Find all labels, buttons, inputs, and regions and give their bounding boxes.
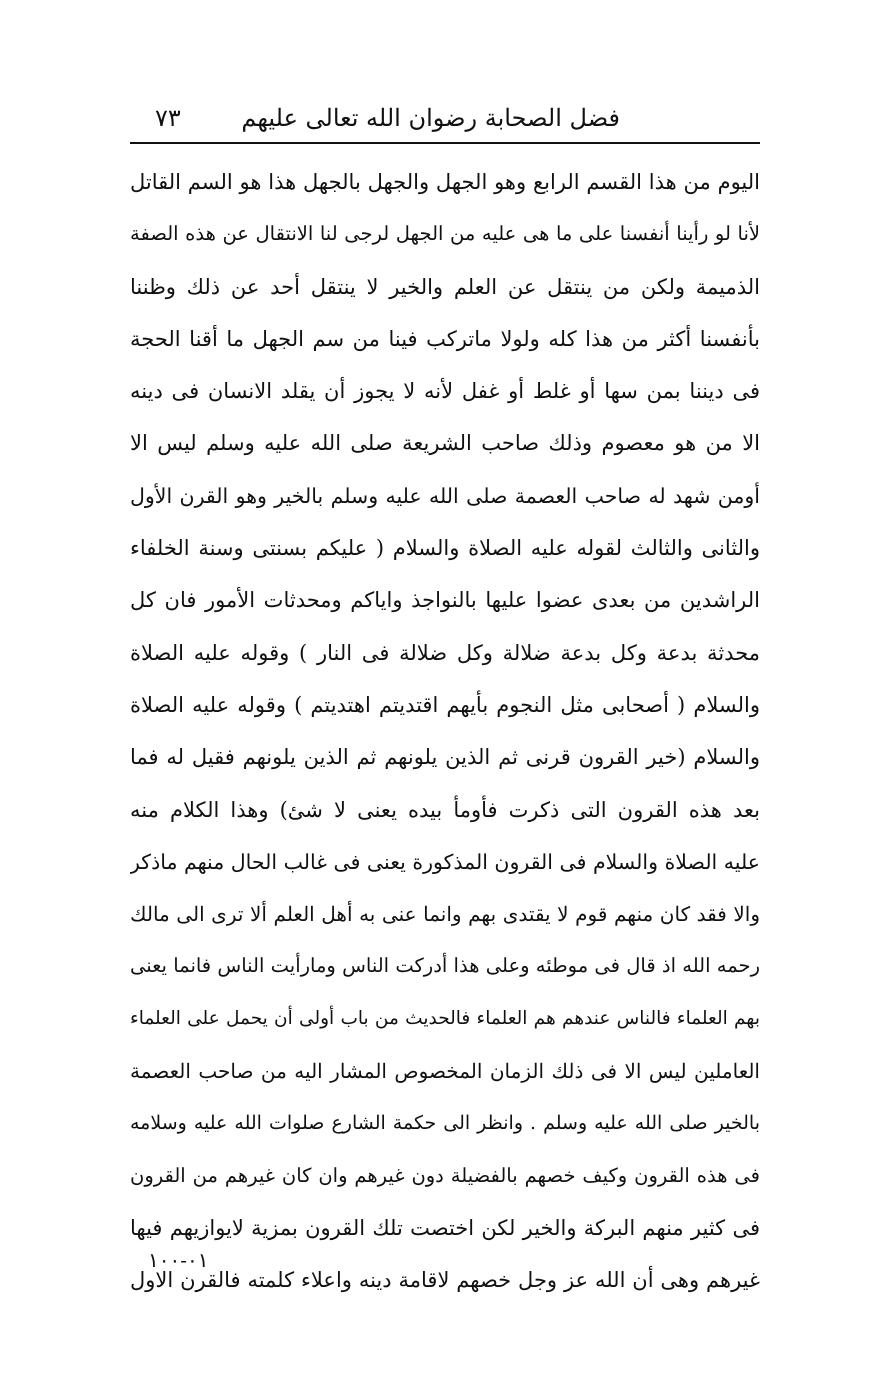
text-line: عليه الصلاة والسلام فى القرون المذكورة يعنى فى غالب الحال منهم ماذكر [130, 849, 760, 874]
text-line: رحمه الله اذ قال فى موطئه وعلى هذا أدركت الناس ومارأيت الناس فانما يعنى [130, 954, 760, 978]
text-line: فى ديننا بمن سها أو غلط أو غفل لأنه لا يجوز أن يقلد الانسان فى دينه [130, 379, 760, 404]
header-rule [130, 142, 760, 144]
text-line: والسلام (خير القرون قرنى ثم الذين يلونهم ثم الذين يلونهم فقيل له فما [130, 745, 760, 770]
text-line: العاملين ليس الا فى ذلك الزمان المخصوص المشار اليه من صاحب العصمة [130, 1059, 760, 1084]
text-line: والا فقد كان منهم قوم لا يقتدى بهم وانما عنى به أهل العلم ألا ترى الى مالك [130, 902, 760, 927]
page-number: ٧٣ [155, 104, 181, 132]
printer-signature: ٠١-١٠٠ [148, 1248, 209, 1272]
text-line: الراشدين من بعدى عضوا عليها بالنواجذ واياكم ومحدثات الأمور فان كل [130, 588, 760, 613]
text-line: محدثة بدعة وكل بدعة ضلالة وكل ضلالة فى النار ) وقوله عليه الصلاة [130, 640, 760, 665]
text-line: الا من هو معصوم وذلك صاحب الشريعة صلى الله عليه وسلم ليس الا [130, 431, 760, 456]
text-line: غيرهم وهى أن الله عز وجل خصهم لاقامة دينه واعلاء كلمته فالقرن الاول [130, 1268, 760, 1293]
body-text [130, 156, 760, 1307]
page-header [130, 100, 760, 136]
text-line: بهم العلماء فالناس عندهم هم العلماء فالحديث من باب أولى أن يحمل على العلماء [130, 1007, 760, 1029]
text-line: فى هذه القرون وكيف خصهم بالفضيلة دون غيرهم وان كان غيرهم من القرون [130, 1163, 760, 1187]
text-line: بالخير صلى الله عليه وسلم . وانظر الى حكمة الشارع صلوات الله عليه وسلامه [130, 1112, 760, 1135]
text-line: والسلام ( أصحابى مثل النجوم بأيهم اقتديتم اهتديتم ) وقوله عليه الصلاة [130, 692, 760, 717]
running-title: فضل الصحابة رضوان الله تعالى عليهم [241, 104, 620, 132]
text-line: بعد هذه القرون التى ذكرت فأومأ بيده يعنى لا شئ) وهذا الكلام منه [130, 797, 760, 822]
text-line: لأنا لو رأينا أنفسنا على ما هى عليه من الجهل لرجى لنا الانتقال عن هذه الصفة [130, 222, 760, 246]
text-line: بأنفسنا أكثر من هذا كله ولولا ماتركب فينا من سم الجهل ما أقنا الحجة [130, 326, 760, 351]
text-line: فى كثير منهم البركة والخير لكن اختصت تلك القرون بمزية لايوازيهم فيها [130, 1215, 760, 1240]
text-line: أومن شهد له صاحب العصمة صلى الله عليه وسلم بالخير وهو القرن الأول [130, 483, 760, 508]
text-line: والثانى والثالث لقوله عليه الصلاة والسلام ( عليكم بسنتى وسنة الخلفاء [130, 536, 760, 561]
text-line: اليوم من هذا القسم الرابع وهو الجهل والجهل بالجهل هذا هو السم القاتل [130, 170, 760, 194]
text-line: الذميمة ولكن من ينتقل عن العلم والخير لا ينتقل أحد عن ذلك وظننا [130, 274, 760, 299]
